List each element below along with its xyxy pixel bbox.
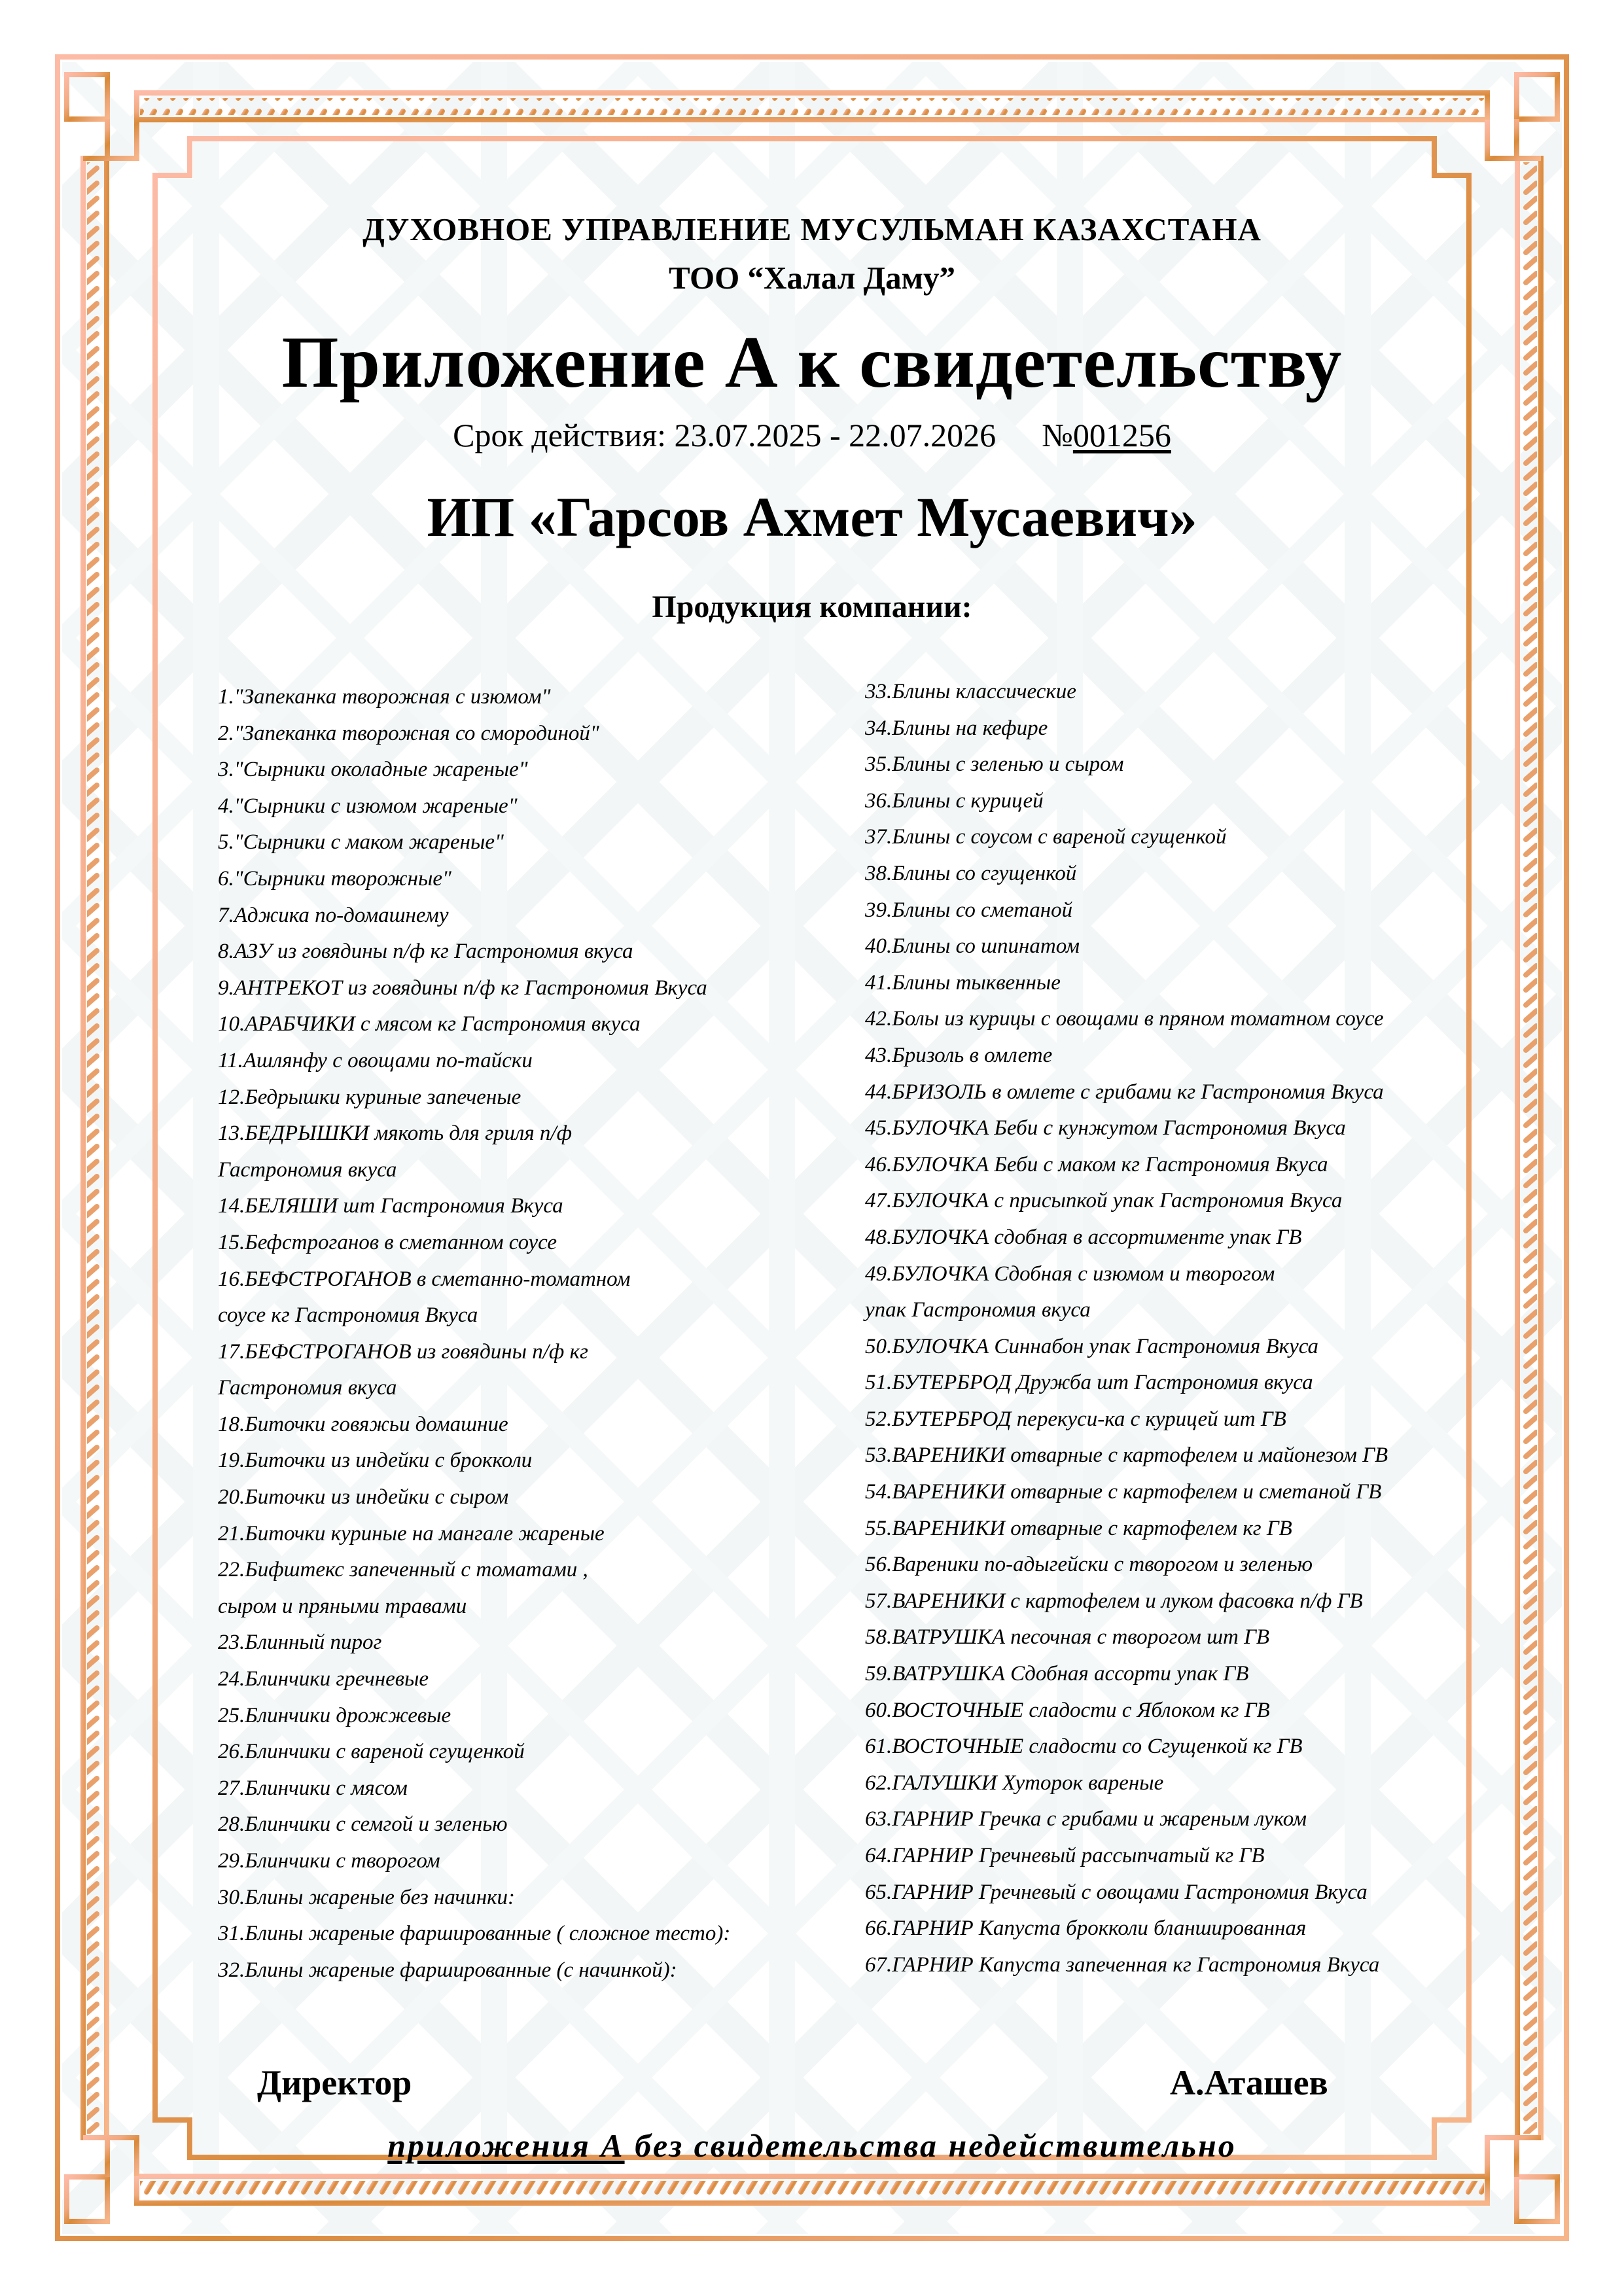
product-item: 17.БЕФСТРОГАНОВ из говядины п/ф кг [218,1339,588,1364]
product-item: 35.Блины с зеленью и сыром [865,752,1124,777]
product-item: 2."Запеканка творожная со смородиной" [218,721,599,745]
disclaimer-underlined: приложения А [387,2127,625,2164]
product-item: 4."Сырники с изюмом жареные" [218,794,518,818]
product-item: 36.Блины с курицей [865,788,1044,813]
product-item: упак Гастрономия вкуса [865,1298,1091,1322]
product-item: 21.Биточки куриные на мангале жареные [218,1521,605,1545]
product-item: 65.ГАРНИР Гречневый с овощами Гастрономия Вкуса [865,1880,1368,1904]
product-item: 15.Бефстроганов в сметанном соусе [218,1230,557,1254]
product-item: 53.ВАРЕНИКИ отварные с картофелем и майонезом ГВ [865,1443,1388,1468]
product-item: 5."Сырники с маком жареные" [218,830,504,855]
product-item: Гастрономия вкуса [218,1376,397,1400]
product-item: 6."Сырники творожные" [218,866,451,891]
product-item: 45.БУЛОЧКА Беби с кунжутом Гастрономия Вкуса [865,1116,1346,1140]
product-item: 50.БУЛОЧКА Синнабон упак Гастрономия Вкуса [865,1334,1319,1358]
product-item: 18.Биточки говяжьи домашние [218,1412,508,1436]
product-item: 64.ГАРНИР Гречневый рассыпчатый кг ГВ [865,1844,1265,1867]
product-item: 44.БРИЗОЛЬ в омлете с грибами кг Гастрономия Вкуса [865,1080,1384,1104]
product-item: 60.ВОСТОЧНЫЕ сладости с Яблоком кг ГВ [865,1698,1270,1722]
product-item: 26.Блинчики с вареной сгущенкой [218,1740,525,1764]
product-item: 42.Болы из курицы с овощами в пряном томатном соусе [865,1007,1384,1031]
product-item: 7.Аджика по-домашнему [218,903,449,927]
product-item: 51.БУТЕРБРОД Дружба шт Гастрономия вкуса [865,1371,1313,1395]
product-item: 66.ГАРНИР Капуста брокколи бланшированная [865,1916,1307,1941]
product-item: 56.Вареники по-адыгейски с творогом и зеленью [865,1553,1313,1577]
product-item: 24.Блинчики гречневые [218,1667,429,1691]
product-item: 23.Блинный пирог [218,1631,382,1655]
product-item: 41.Блины тыквенные [865,970,1061,995]
product-item: 3."Сырники околадные жареные" [218,758,528,782]
product-item: 40.Блины со шпинатом [865,934,1080,959]
validity-line [0,416,1624,454]
director-label: Директор [257,2063,412,2102]
product-item: 59.ВАТРУШКА Сдобная ассорти упак ГВ [865,1662,1249,1686]
products-list-right [865,674,1388,1983]
product-item: 48.БУЛОЧКА сдобная в ассортименте упак ГВ [865,1225,1302,1249]
number-sign: № [1042,417,1073,453]
product-item: 29.Блинчики с творогом [218,1849,440,1873]
product-item: 37.Блины с соусом с вареной сгущенкой [865,825,1227,849]
product-item: 19.Биточки из индейки с брокколи [218,1449,533,1473]
product-item: 62.ГАЛУШКИ Хуторок вареные [865,1771,1164,1795]
validity-disclaimer [0,2127,1624,2164]
products-list-left [218,679,730,1988]
validity-period: 23.07.2025 - 22.07.2026 [674,417,997,453]
product-item: 11.Ашлянфу с овощами по-тайски [218,1048,533,1072]
product-item: 13.БЕДРЫШКИ мякоть для гриля п/ф [218,1122,573,1146]
product-item: 25.Блинчики дрожжевые [218,1703,451,1727]
product-item: 38.Блины со сгущенкой [865,861,1077,885]
issuer-company: ТОО “Халал Даму” [668,260,956,296]
certificate-number: 001256 [1072,417,1171,453]
product-item: 46.БУЛОЧКА Беби с маком кг Гастрономия Вкуса [865,1152,1328,1176]
product-item: 28.Блинчики с семгой и зеленью [218,1812,508,1837]
organization-name: ДУХОВНОЕ УПРАВЛЕНИЕ МУСУЛЬМАН КАЗАХСТАНА [362,211,1262,247]
product-item: соусе кг Гастрономия Вкуса [218,1303,478,1328]
product-item: 32.Блины жареные фаршированные (с начинкой): [218,1958,677,1982]
products-heading: Продукция компании: [652,590,972,624]
certificate-holder: ИП «Гарсов Ахмет Мусаевич» [427,486,1197,548]
product-item: 67.ГАРНИР Капуста запеченная кг Гастрономия Вкуса [865,1952,1380,1977]
product-item: 49.БУЛОЧКА Сдобная с изюмом и творогом [865,1262,1275,1286]
product-item: 10.АРАБЧИКИ с мясом кг Гастрономия вкуса [218,1012,641,1036]
product-item: 54.ВАРЕНИКИ отварные с картофелем и сметаной ГВ [865,1480,1382,1504]
product-item: 30.Блины жареные без начинки: [218,1885,516,1909]
product-item: 58.ВАТРУШКА песочная с творогом шт ГВ [865,1625,1270,1650]
product-item: 33.Блины классические [865,680,1076,703]
product-item: 20.Биточки из индейки с сыром [218,1485,509,1510]
product-item: 47.БУЛОЧКА с присыпкой упак Гастрономия Вкуса [865,1189,1343,1213]
director-name: А.Аташев [1170,2063,1328,2102]
product-item: 27.Блинчики с мясом [218,1776,408,1800]
document-title: Приложение А к свидетельству [281,322,1343,403]
product-item: сыром и пряными травами [218,1594,467,1618]
product-item: 34.Блины на кефире [865,716,1048,740]
disclaimer-text: без свидетельства недействительно [624,2127,1237,2164]
product-item: 61.ВОСТОЧНЫЕ сладости со Сгущенкой кг ГВ [865,1735,1303,1759]
product-item: 9.АНТРЕКОТ из говядины п/ф кг Гастрономия Вкуса [218,976,707,1000]
product-item: 31.Блины жареные фаршированные ( сложное тесто): [218,1922,731,1946]
product-item: 55.ВАРЕНИКИ отварные с картофелем кг ГВ [865,1516,1292,1540]
product-item: 43.Бризоль в омлете [865,1043,1053,1067]
product-item: 39.Блины со сметаной [865,898,1073,922]
product-item: 52.БУТЕРБРОД перекуси-ка с курицей шт ГВ [865,1407,1286,1431]
product-item: 22.Бифштекс запеченный с томатами , [218,1558,588,1582]
product-item: 12.Бедрышки куриные запеченые [218,1085,521,1109]
product-item: 16.БЕФСТРОГАНОВ в сметанно-томатном [218,1267,631,1291]
product-item: Гастрономия вкуса [218,1157,397,1182]
product-item: 57.ВАРЕНИКИ с картофелем и луком фасовка п/ф ГВ [865,1589,1363,1613]
product-item: 63.ГАРНИР Гречка с грибами и жареным луком [865,1807,1307,1831]
product-item: 8.АЗУ из говядины п/ф кг Гастрономия вкуса [218,940,633,964]
product-item: 1."Запеканка творожная с изюмом" [218,685,551,709]
validity-label: Срок действия: [453,417,666,453]
product-item: 14.БЕЛЯШИ шт Гастрономия Вкуса [218,1194,563,1218]
